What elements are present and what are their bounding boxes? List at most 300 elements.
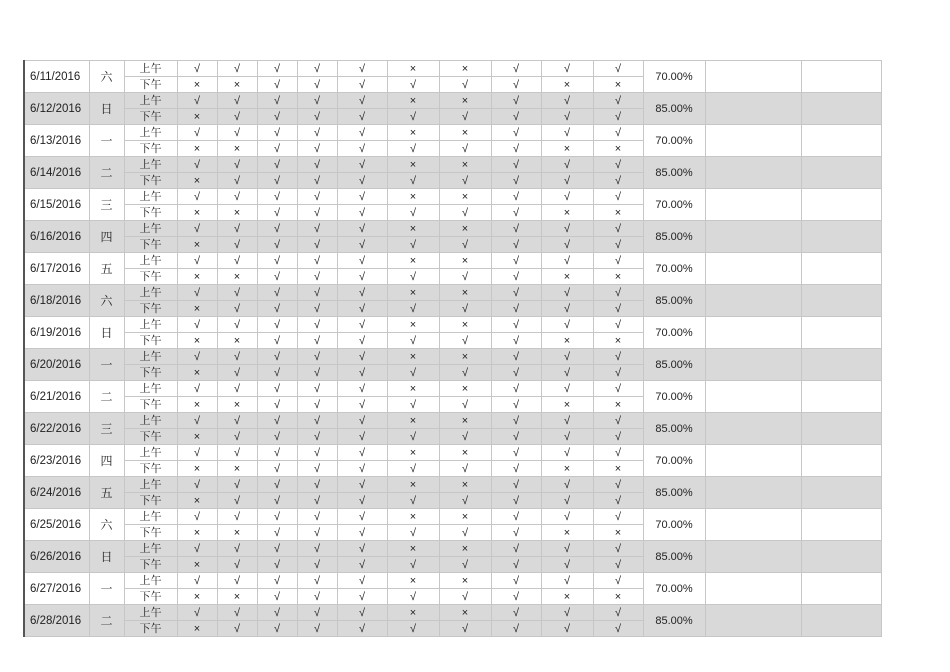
check-mark-cell[interactable]: × <box>439 605 491 621</box>
percentage-cell[interactable]: 85.00% <box>643 285 705 317</box>
weekday-cell[interactable]: 三 <box>89 189 124 221</box>
check-mark-cell[interactable]: √ <box>217 477 257 493</box>
empty-cell[interactable] <box>801 349 881 381</box>
check-mark-cell[interactable]: × <box>439 477 491 493</box>
check-mark-cell[interactable]: √ <box>439 365 491 381</box>
check-mark-cell[interactable]: √ <box>541 221 593 237</box>
check-mark-cell[interactable]: √ <box>297 93 337 109</box>
empty-cell[interactable] <box>801 221 881 253</box>
check-mark-cell[interactable]: √ <box>593 509 643 525</box>
check-mark-cell[interactable]: × <box>593 141 643 157</box>
empty-cell[interactable] <box>705 349 801 381</box>
check-mark-cell[interactable]: √ <box>217 429 257 445</box>
check-mark-cell[interactable]: × <box>177 397 217 413</box>
check-mark-cell[interactable]: √ <box>257 525 297 541</box>
check-mark-cell[interactable]: √ <box>491 253 541 269</box>
check-mark-cell[interactable]: √ <box>491 349 541 365</box>
check-mark-cell[interactable]: √ <box>257 381 297 397</box>
period-cell[interactable]: 下午 <box>124 141 177 157</box>
check-mark-cell[interactable]: √ <box>491 301 541 317</box>
check-mark-cell[interactable]: √ <box>387 109 439 125</box>
check-mark-cell[interactable]: √ <box>257 541 297 557</box>
check-mark-cell[interactable]: × <box>439 349 491 365</box>
check-mark-cell[interactable]: × <box>439 445 491 461</box>
weekday-cell[interactable]: 日 <box>89 541 124 573</box>
check-mark-cell[interactable]: √ <box>387 525 439 541</box>
check-mark-cell[interactable]: √ <box>491 557 541 573</box>
check-mark-cell[interactable]: √ <box>177 541 217 557</box>
check-mark-cell[interactable]: √ <box>217 541 257 557</box>
check-mark-cell[interactable]: √ <box>257 205 297 221</box>
check-mark-cell[interactable]: √ <box>439 237 491 253</box>
check-mark-cell[interactable]: √ <box>439 109 491 125</box>
empty-cell[interactable] <box>801 573 881 605</box>
check-mark-cell[interactable]: √ <box>177 573 217 589</box>
check-mark-cell[interactable]: √ <box>541 285 593 301</box>
weekday-cell[interactable]: 四 <box>89 221 124 253</box>
check-mark-cell[interactable]: √ <box>297 525 337 541</box>
check-mark-cell[interactable]: × <box>439 61 491 77</box>
empty-cell[interactable] <box>705 93 801 125</box>
check-mark-cell[interactable]: √ <box>337 557 387 573</box>
check-mark-cell[interactable]: √ <box>297 189 337 205</box>
check-mark-cell[interactable]: √ <box>491 381 541 397</box>
check-mark-cell[interactable]: × <box>387 157 439 173</box>
check-mark-cell[interactable]: √ <box>593 253 643 269</box>
check-mark-cell[interactable]: × <box>541 205 593 221</box>
check-mark-cell[interactable]: √ <box>257 301 297 317</box>
percentage-cell[interactable]: 70.00% <box>643 125 705 157</box>
empty-cell[interactable] <box>705 381 801 413</box>
period-cell[interactable]: 上午 <box>124 477 177 493</box>
check-mark-cell[interactable]: × <box>541 333 593 349</box>
check-mark-cell[interactable]: √ <box>387 77 439 93</box>
empty-cell[interactable] <box>801 541 881 573</box>
check-mark-cell[interactable]: × <box>439 573 491 589</box>
check-mark-cell[interactable]: √ <box>337 381 387 397</box>
check-mark-cell[interactable]: √ <box>491 61 541 77</box>
check-mark-cell[interactable]: √ <box>387 269 439 285</box>
check-mark-cell[interactable]: √ <box>593 493 643 509</box>
check-mark-cell[interactable]: √ <box>593 317 643 333</box>
check-mark-cell[interactable]: √ <box>439 173 491 189</box>
period-cell[interactable]: 下午 <box>124 77 177 93</box>
check-mark-cell[interactable]: √ <box>297 461 337 477</box>
check-mark-cell[interactable]: × <box>439 317 491 333</box>
check-mark-cell[interactable]: √ <box>491 141 541 157</box>
check-mark-cell[interactable]: √ <box>593 445 643 461</box>
percentage-cell[interactable]: 85.00% <box>643 93 705 125</box>
check-mark-cell[interactable]: √ <box>593 381 643 397</box>
check-mark-cell[interactable]: √ <box>297 333 337 349</box>
check-mark-cell[interactable]: √ <box>491 509 541 525</box>
check-mark-cell[interactable]: × <box>541 525 593 541</box>
percentage-cell[interactable]: 85.00% <box>643 221 705 253</box>
date-cell[interactable]: 6/19/2016 <box>24 317 89 349</box>
check-mark-cell[interactable]: √ <box>257 93 297 109</box>
check-mark-cell[interactable]: √ <box>491 445 541 461</box>
check-mark-cell[interactable]: √ <box>337 141 387 157</box>
check-mark-cell[interactable]: √ <box>593 621 643 637</box>
period-cell[interactable]: 上午 <box>124 189 177 205</box>
check-mark-cell[interactable]: × <box>177 109 217 125</box>
check-mark-cell[interactable]: √ <box>297 61 337 77</box>
percentage-cell[interactable]: 85.00% <box>643 605 705 637</box>
check-mark-cell[interactable]: √ <box>491 93 541 109</box>
check-mark-cell[interactable]: √ <box>387 589 439 605</box>
check-mark-cell[interactable]: √ <box>337 157 387 173</box>
check-mark-cell[interactable]: √ <box>541 509 593 525</box>
check-mark-cell[interactable]: √ <box>439 461 491 477</box>
check-mark-cell[interactable]: × <box>217 333 257 349</box>
check-mark-cell[interactable]: √ <box>177 381 217 397</box>
check-mark-cell[interactable]: √ <box>217 621 257 637</box>
percentage-cell[interactable]: 70.00% <box>643 189 705 221</box>
check-mark-cell[interactable]: √ <box>593 285 643 301</box>
check-mark-cell[interactable]: √ <box>297 557 337 573</box>
check-mark-cell[interactable]: √ <box>337 621 387 637</box>
check-mark-cell[interactable]: √ <box>491 573 541 589</box>
check-mark-cell[interactable]: √ <box>177 61 217 77</box>
check-mark-cell[interactable]: √ <box>541 157 593 173</box>
check-mark-cell[interactable]: √ <box>257 189 297 205</box>
check-mark-cell[interactable]: √ <box>491 525 541 541</box>
check-mark-cell[interactable]: √ <box>297 317 337 333</box>
check-mark-cell[interactable]: √ <box>491 397 541 413</box>
weekday-cell[interactable]: 六 <box>89 61 124 93</box>
check-mark-cell[interactable]: √ <box>491 157 541 173</box>
check-mark-cell[interactable]: × <box>439 381 491 397</box>
check-mark-cell[interactable]: × <box>439 221 491 237</box>
check-mark-cell[interactable]: √ <box>257 621 297 637</box>
check-mark-cell[interactable]: × <box>387 125 439 141</box>
check-mark-cell[interactable]: √ <box>257 77 297 93</box>
check-mark-cell[interactable]: √ <box>337 397 387 413</box>
check-mark-cell[interactable]: √ <box>491 365 541 381</box>
check-mark-cell[interactable]: √ <box>297 141 337 157</box>
period-cell[interactable]: 下午 <box>124 621 177 637</box>
check-mark-cell[interactable]: √ <box>541 605 593 621</box>
check-mark-cell[interactable]: √ <box>387 397 439 413</box>
check-mark-cell[interactable]: × <box>217 269 257 285</box>
check-mark-cell[interactable]: × <box>177 237 217 253</box>
check-mark-cell[interactable]: √ <box>541 125 593 141</box>
check-mark-cell[interactable]: √ <box>337 253 387 269</box>
check-mark-cell[interactable]: √ <box>439 525 491 541</box>
check-mark-cell[interactable]: √ <box>257 461 297 477</box>
check-mark-cell[interactable]: √ <box>593 61 643 77</box>
check-mark-cell[interactable]: × <box>177 301 217 317</box>
percentage-cell[interactable]: 70.00% <box>643 445 705 477</box>
check-mark-cell[interactable]: √ <box>593 189 643 205</box>
check-mark-cell[interactable]: √ <box>297 221 337 237</box>
check-mark-cell[interactable]: × <box>177 333 217 349</box>
check-mark-cell[interactable]: × <box>387 349 439 365</box>
check-mark-cell[interactable]: × <box>593 589 643 605</box>
check-mark-cell[interactable]: √ <box>491 589 541 605</box>
check-mark-cell[interactable]: √ <box>491 173 541 189</box>
check-mark-cell[interactable]: √ <box>491 541 541 557</box>
weekday-cell[interactable]: 日 <box>89 317 124 349</box>
date-cell[interactable]: 6/18/2016 <box>24 285 89 317</box>
check-mark-cell[interactable]: √ <box>593 557 643 573</box>
check-mark-cell[interactable]: √ <box>337 413 387 429</box>
empty-cell[interactable] <box>705 317 801 349</box>
check-mark-cell[interactable]: √ <box>217 381 257 397</box>
check-mark-cell[interactable]: × <box>177 589 217 605</box>
check-mark-cell[interactable]: √ <box>387 493 439 509</box>
check-mark-cell[interactable]: √ <box>593 173 643 189</box>
check-mark-cell[interactable]: √ <box>257 477 297 493</box>
weekday-cell[interactable]: 日 <box>89 93 124 125</box>
check-mark-cell[interactable]: × <box>387 189 439 205</box>
check-mark-cell[interactable]: × <box>177 77 217 93</box>
check-mark-cell[interactable]: × <box>387 605 439 621</box>
check-mark-cell[interactable]: √ <box>297 493 337 509</box>
weekday-cell[interactable]: 五 <box>89 253 124 285</box>
check-mark-cell[interactable]: √ <box>491 429 541 445</box>
weekday-cell[interactable]: 六 <box>89 285 124 317</box>
check-mark-cell[interactable]: √ <box>439 141 491 157</box>
check-mark-cell[interactable]: √ <box>217 493 257 509</box>
period-cell[interactable]: 下午 <box>124 557 177 573</box>
check-mark-cell[interactable]: √ <box>217 253 257 269</box>
check-mark-cell[interactable]: √ <box>297 205 337 221</box>
check-mark-cell[interactable]: √ <box>541 429 593 445</box>
check-mark-cell[interactable]: √ <box>297 541 337 557</box>
empty-cell[interactable] <box>705 413 801 445</box>
empty-cell[interactable] <box>801 253 881 285</box>
check-mark-cell[interactable]: √ <box>337 77 387 93</box>
check-mark-cell[interactable]: √ <box>217 109 257 125</box>
check-mark-cell[interactable]: × <box>177 365 217 381</box>
empty-cell[interactable] <box>705 157 801 189</box>
check-mark-cell[interactable]: √ <box>177 605 217 621</box>
check-mark-cell[interactable]: × <box>439 125 491 141</box>
check-mark-cell[interactable]: √ <box>491 317 541 333</box>
check-mark-cell[interactable]: √ <box>257 221 297 237</box>
check-mark-cell[interactable]: √ <box>177 509 217 525</box>
period-cell[interactable]: 上午 <box>124 573 177 589</box>
period-cell[interactable]: 下午 <box>124 237 177 253</box>
check-mark-cell[interactable]: × <box>217 525 257 541</box>
empty-cell[interactable] <box>705 221 801 253</box>
check-mark-cell[interactable]: √ <box>297 509 337 525</box>
period-cell[interactable]: 上午 <box>124 61 177 77</box>
period-cell[interactable]: 上午 <box>124 445 177 461</box>
check-mark-cell[interactable]: × <box>541 461 593 477</box>
period-cell[interactable]: 下午 <box>124 589 177 605</box>
check-mark-cell[interactable]: √ <box>593 573 643 589</box>
check-mark-cell[interactable]: √ <box>297 605 337 621</box>
empty-cell[interactable] <box>705 125 801 157</box>
percentage-cell[interactable]: 70.00% <box>643 317 705 349</box>
check-mark-cell[interactable]: √ <box>541 61 593 77</box>
empty-cell[interactable] <box>705 253 801 285</box>
date-cell[interactable]: 6/11/2016 <box>24 61 89 93</box>
check-mark-cell[interactable]: √ <box>297 589 337 605</box>
check-mark-cell[interactable]: √ <box>491 77 541 93</box>
check-mark-cell[interactable]: √ <box>387 461 439 477</box>
check-mark-cell[interactable]: √ <box>297 301 337 317</box>
weekday-cell[interactable]: 二 <box>89 605 124 637</box>
check-mark-cell[interactable]: √ <box>257 317 297 333</box>
check-mark-cell[interactable]: × <box>177 557 217 573</box>
period-cell[interactable]: 上午 <box>124 317 177 333</box>
check-mark-cell[interactable]: √ <box>491 477 541 493</box>
check-mark-cell[interactable]: × <box>177 461 217 477</box>
check-mark-cell[interactable]: √ <box>541 541 593 557</box>
check-mark-cell[interactable]: √ <box>541 109 593 125</box>
weekday-cell[interactable]: 一 <box>89 349 124 381</box>
check-mark-cell[interactable]: √ <box>297 237 337 253</box>
check-mark-cell[interactable]: √ <box>177 445 217 461</box>
check-mark-cell[interactable]: √ <box>387 205 439 221</box>
check-mark-cell[interactable]: √ <box>337 541 387 557</box>
check-mark-cell[interactable]: √ <box>297 253 337 269</box>
check-mark-cell[interactable]: √ <box>297 77 337 93</box>
check-mark-cell[interactable]: √ <box>541 413 593 429</box>
percentage-cell[interactable]: 85.00% <box>643 541 705 573</box>
check-mark-cell[interactable]: √ <box>217 125 257 141</box>
period-cell[interactable]: 下午 <box>124 461 177 477</box>
period-cell[interactable]: 上午 <box>124 253 177 269</box>
check-mark-cell[interactable]: × <box>387 221 439 237</box>
check-mark-cell[interactable]: × <box>387 253 439 269</box>
check-mark-cell[interactable]: √ <box>297 477 337 493</box>
empty-cell[interactable] <box>801 317 881 349</box>
check-mark-cell[interactable]: √ <box>491 333 541 349</box>
check-mark-cell[interactable]: √ <box>257 349 297 365</box>
check-mark-cell[interactable]: √ <box>387 365 439 381</box>
check-mark-cell[interactable]: √ <box>257 125 297 141</box>
check-mark-cell[interactable]: √ <box>387 237 439 253</box>
check-mark-cell[interactable]: √ <box>541 173 593 189</box>
date-cell[interactable]: 6/27/2016 <box>24 573 89 605</box>
date-cell[interactable]: 6/20/2016 <box>24 349 89 381</box>
percentage-cell[interactable]: 85.00% <box>643 413 705 445</box>
empty-cell[interactable] <box>801 93 881 125</box>
check-mark-cell[interactable]: √ <box>217 349 257 365</box>
check-mark-cell[interactable]: √ <box>439 429 491 445</box>
check-mark-cell[interactable]: √ <box>297 445 337 461</box>
check-mark-cell[interactable]: √ <box>593 605 643 621</box>
check-mark-cell[interactable]: √ <box>593 301 643 317</box>
check-mark-cell[interactable]: √ <box>387 333 439 349</box>
check-mark-cell[interactable]: √ <box>337 269 387 285</box>
check-mark-cell[interactable]: × <box>217 205 257 221</box>
date-cell[interactable]: 6/23/2016 <box>24 445 89 477</box>
check-mark-cell[interactable]: × <box>217 77 257 93</box>
date-cell[interactable]: 6/17/2016 <box>24 253 89 285</box>
check-mark-cell[interactable]: √ <box>257 157 297 173</box>
check-mark-cell[interactable]: √ <box>257 493 297 509</box>
period-cell[interactable]: 下午 <box>124 301 177 317</box>
check-mark-cell[interactable]: × <box>217 461 257 477</box>
check-mark-cell[interactable]: × <box>387 93 439 109</box>
weekday-cell[interactable]: 二 <box>89 157 124 189</box>
check-mark-cell[interactable]: √ <box>541 445 593 461</box>
check-mark-cell[interactable]: √ <box>257 109 297 125</box>
weekday-cell[interactable]: 三 <box>89 413 124 445</box>
period-cell[interactable]: 上午 <box>124 509 177 525</box>
check-mark-cell[interactable]: × <box>541 141 593 157</box>
percentage-cell[interactable]: 70.00% <box>643 61 705 93</box>
empty-cell[interactable] <box>705 509 801 541</box>
check-mark-cell[interactable]: × <box>177 621 217 637</box>
check-mark-cell[interactable]: √ <box>297 429 337 445</box>
period-cell[interactable]: 上午 <box>124 125 177 141</box>
period-cell[interactable]: 下午 <box>124 269 177 285</box>
empty-cell[interactable] <box>801 413 881 445</box>
check-mark-cell[interactable]: √ <box>491 109 541 125</box>
period-cell[interactable]: 上午 <box>124 221 177 237</box>
check-mark-cell[interactable]: √ <box>257 333 297 349</box>
check-mark-cell[interactable]: √ <box>593 157 643 173</box>
check-mark-cell[interactable]: √ <box>593 429 643 445</box>
check-mark-cell[interactable]: √ <box>439 205 491 221</box>
percentage-cell[interactable]: 85.00% <box>643 349 705 381</box>
check-mark-cell[interactable]: × <box>177 525 217 541</box>
weekday-cell[interactable]: 一 <box>89 573 124 605</box>
check-mark-cell[interactable]: √ <box>257 445 297 461</box>
period-cell[interactable]: 上午 <box>124 605 177 621</box>
check-mark-cell[interactable]: √ <box>297 269 337 285</box>
check-mark-cell[interactable]: √ <box>297 381 337 397</box>
empty-cell[interactable] <box>801 605 881 637</box>
check-mark-cell[interactable]: × <box>439 541 491 557</box>
check-mark-cell[interactable]: √ <box>541 477 593 493</box>
check-mark-cell[interactable]: √ <box>297 285 337 301</box>
check-mark-cell[interactable]: × <box>217 397 257 413</box>
check-mark-cell[interactable]: √ <box>297 173 337 189</box>
period-cell[interactable]: 上午 <box>124 93 177 109</box>
check-mark-cell[interactable]: √ <box>297 621 337 637</box>
check-mark-cell[interactable]: √ <box>387 429 439 445</box>
percentage-cell[interactable]: 70.00% <box>643 381 705 413</box>
check-mark-cell[interactable]: √ <box>491 205 541 221</box>
check-mark-cell[interactable]: √ <box>217 509 257 525</box>
period-cell[interactable]: 上午 <box>124 381 177 397</box>
check-mark-cell[interactable]: × <box>541 77 593 93</box>
check-mark-cell[interactable]: × <box>387 381 439 397</box>
check-mark-cell[interactable]: √ <box>297 109 337 125</box>
weekday-cell[interactable]: 六 <box>89 509 124 541</box>
check-mark-cell[interactable]: √ <box>439 77 491 93</box>
check-mark-cell[interactable]: × <box>177 173 217 189</box>
check-mark-cell[interactable]: √ <box>491 125 541 141</box>
check-mark-cell[interactable]: √ <box>593 541 643 557</box>
empty-cell[interactable] <box>705 285 801 317</box>
check-mark-cell[interactable]: √ <box>177 189 217 205</box>
check-mark-cell[interactable]: √ <box>177 157 217 173</box>
check-mark-cell[interactable]: × <box>177 269 217 285</box>
check-mark-cell[interactable]: × <box>593 77 643 93</box>
check-mark-cell[interactable]: √ <box>337 461 387 477</box>
check-mark-cell[interactable]: × <box>387 509 439 525</box>
check-mark-cell[interactable]: √ <box>217 557 257 573</box>
date-cell[interactable]: 6/22/2016 <box>24 413 89 445</box>
empty-cell[interactable] <box>705 541 801 573</box>
period-cell[interactable]: 上午 <box>124 541 177 557</box>
check-mark-cell[interactable]: × <box>593 525 643 541</box>
percentage-cell[interactable]: 70.00% <box>643 253 705 285</box>
check-mark-cell[interactable]: √ <box>257 253 297 269</box>
check-mark-cell[interactable]: √ <box>541 621 593 637</box>
check-mark-cell[interactable]: √ <box>177 477 217 493</box>
check-mark-cell[interactable]: √ <box>439 333 491 349</box>
check-mark-cell[interactable]: × <box>177 429 217 445</box>
